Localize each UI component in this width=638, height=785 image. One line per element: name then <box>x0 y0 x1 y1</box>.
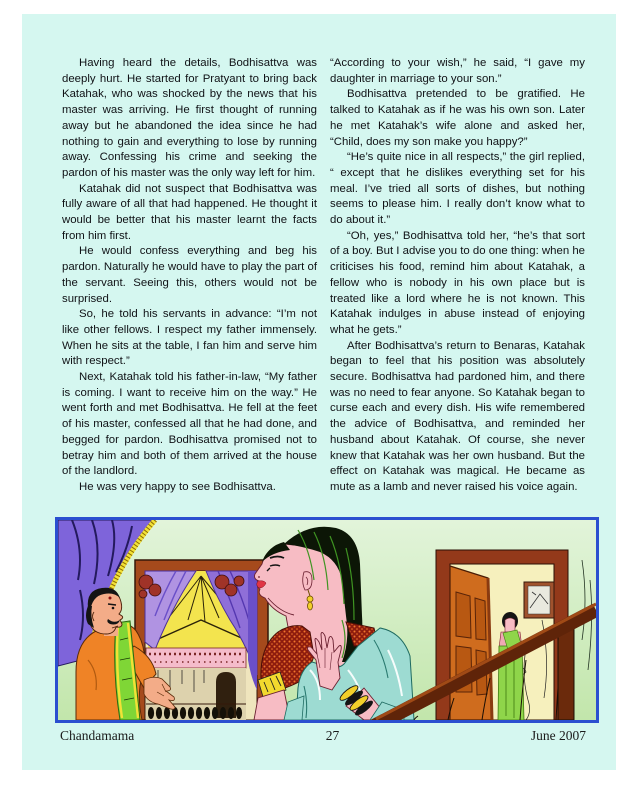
paragraph: Katahak did not suspect that Bodhisattva was fully aware of all that had happened. He thought it would be better that his master learnt the facts from him first. <box>62 182 317 242</box>
left-column <box>62 56 317 496</box>
paragraph: He would confess everything and beg his pardon. Naturally he would have to play the part of the servant. Seeing this, others would not be surprised. <box>62 245 317 305</box>
paragraph: Next, Katahak told his father-in-law, “My father is coming. I want to receive him on the way.” He went forth and met Bodhisattva. He fell at the feet of his master, confessed all that he had done, and begged for pardon. Bodhisattva promised not to betray him and both of them arrived at the house of the landlord. <box>62 371 317 478</box>
paragraph: “He’s quite nice in all respects,” the girl replied, “ except that he dislikes everything set for his meal. I’ve tried all sorts of dishes, but nothing seems to please him. I really don’t know what to do about it.” <box>330 151 585 227</box>
magazine-name: Chandamama <box>60 728 135 743</box>
page-footer <box>60 728 586 744</box>
story-illustration <box>55 517 599 723</box>
paragraph: “According to your wish,” he said, “I gave my daughter in marriage to your son.” <box>330 57 585 85</box>
paragraph: He was very happy to see Bodhisattva. <box>79 480 276 493</box>
paragraph: After Bodhisattva’s return to Benaras, Katahak began to feel that his position was absolutely secure. Bodhisattva had pardoned him, and there was no need to fear anyone. So Katahak began to curse each and every dish. His wife remembered the advice of Bodhisattva, and reminded her husband about Katahak. Of course, she never knew that Katahak was her own husband. But the effect on Katahak was magical. He became as mute as a lamb and never raised his voice again. <box>330 339 585 493</box>
right-column <box>330 56 585 496</box>
paragraph: “Oh, yes,” Bodhisattva told her, “he’s that sort of a boy. But I advise you to do one thing: when he criticises his food, remind him about Katahak, a fellow who is nobody in his own place but is treated like a lord where he is not known. This Katahak indulges in abuse instead of enjoying what he gets.” <box>330 229 585 336</box>
page-panel <box>22 14 616 770</box>
paragraph: Having heard the details, Bodhisattva was deeply hurt. He started for Pratyant to bring back Katahak, who was shocked by the news that his master was arriving. He first thought of running away but he abandoned the idea since he had nothing to gain and everything to lose by running away. Confessing his crime and seeking the pardon of his master was the only way left for him. <box>62 57 317 179</box>
issue-date: June 2007 <box>530 728 586 743</box>
story-text <box>62 56 585 496</box>
page-number: 27 <box>325 728 340 743</box>
paragraph: Bodhisattva pretended to be gratified. He talked to Katahak as if he was his own son. Later he met Katahak’s wife alone and asked her, “Child, does my son make you happy?” <box>330 88 585 148</box>
paragraph: So, he told his servants in advance: “I’m not like other fellows. I respect my father immensely. When he sits at the table, I fan him and serve him with respect.” <box>62 308 317 368</box>
